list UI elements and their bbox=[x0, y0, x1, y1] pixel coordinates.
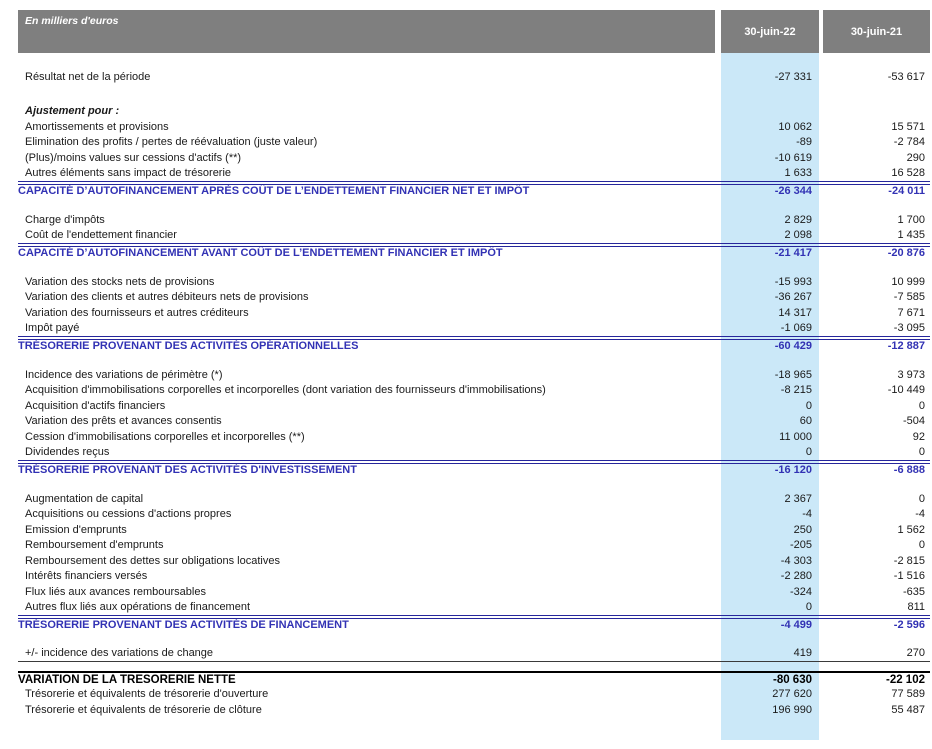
value-30-juin-22: -26 344 bbox=[774, 185, 812, 197]
row-label: Autres éléments sans impact de trésorerie bbox=[25, 167, 232, 180]
value-30-juin-21: 16 528 bbox=[891, 167, 925, 180]
value-30-juin-21: -2 596 bbox=[893, 619, 925, 631]
spacer-row bbox=[18, 631, 930, 646]
table-row bbox=[18, 166, 930, 182]
value-30-juin-21: 1 562 bbox=[897, 523, 925, 536]
value-30-juin-22: 1 633 bbox=[784, 167, 812, 180]
row-label: Variation des fournisseurs et autres créditeurs bbox=[25, 306, 249, 319]
table-row bbox=[18, 290, 930, 306]
row-label: CAPACITÉ D’AUTOFINANCEMENT APRÈS COÛT DE L’ENDETTEMENT FINANCIER NET ET IMPÔT bbox=[18, 185, 530, 197]
table-row bbox=[18, 491, 930, 507]
row-label: Ajustement pour : bbox=[25, 105, 120, 118]
value-30-juin-22: -27 331 bbox=[774, 70, 812, 83]
table-row bbox=[18, 553, 930, 569]
table-row bbox=[18, 150, 930, 166]
table-row bbox=[18, 569, 930, 585]
table-row bbox=[18, 522, 930, 538]
value-30-juin-21: 270 bbox=[906, 647, 925, 660]
value-30-juin-22: -10 619 bbox=[774, 151, 812, 164]
value-30-juin-21: 7 671 bbox=[897, 306, 925, 319]
row-label: Charge d'impôts bbox=[25, 213, 105, 226]
value-30-juin-22: -4 bbox=[802, 508, 812, 521]
value-30-juin-22: 2 098 bbox=[784, 229, 812, 242]
value-30-juin-22: -8 215 bbox=[780, 384, 812, 397]
table-row bbox=[18, 671, 930, 687]
row-label: Amortissements et provisions bbox=[25, 120, 169, 133]
value-30-juin-21: -12 887 bbox=[887, 340, 925, 352]
table-row bbox=[18, 702, 930, 718]
table-row bbox=[18, 445, 930, 461]
table-row bbox=[18, 181, 930, 197]
value-30-juin-21: -504 bbox=[902, 415, 925, 428]
spacer-row bbox=[18, 85, 930, 104]
value-30-juin-21: -4 bbox=[915, 508, 925, 521]
row-label: Remboursement d'emprunts bbox=[25, 539, 164, 552]
row-label: (Plus)/moins values sur cessions d'actifs (**) bbox=[25, 151, 242, 164]
value-30-juin-22: -21 417 bbox=[774, 247, 812, 259]
value-30-juin-22: 60 bbox=[799, 415, 812, 428]
value-30-juin-21: 15 571 bbox=[891, 120, 925, 133]
row-label: Trésorerie et équivalents de trésorerie de clôture bbox=[25, 703, 262, 716]
value-30-juin-21: -7 585 bbox=[893, 291, 925, 304]
value-30-juin-22: 250 bbox=[793, 523, 812, 536]
table-row bbox=[18, 383, 930, 399]
value-30-juin-22: -18 965 bbox=[774, 368, 812, 381]
table-row bbox=[18, 228, 930, 244]
spacer-row bbox=[18, 662, 930, 671]
value-30-juin-22: -205 bbox=[789, 539, 812, 552]
table-row bbox=[18, 687, 930, 703]
value-30-juin-22: -80 630 bbox=[772, 673, 812, 686]
table-row bbox=[18, 600, 930, 616]
value-30-juin-22: 2 829 bbox=[784, 213, 812, 226]
value-30-juin-22: -1 069 bbox=[780, 322, 812, 335]
row-label: Remboursement des dettes sur obligations locatives bbox=[25, 554, 280, 567]
value-30-juin-22: -4 303 bbox=[780, 554, 812, 567]
table-header bbox=[18, 10, 930, 53]
value-30-juin-22: -60 429 bbox=[774, 340, 812, 352]
value-30-juin-21: -2 815 bbox=[893, 554, 925, 567]
value-30-juin-21: 55 487 bbox=[891, 703, 925, 716]
table-row bbox=[18, 274, 930, 290]
table-row bbox=[18, 615, 930, 631]
row-label: Coût de l'endettement financier bbox=[25, 229, 177, 242]
value-30-juin-22: 2 367 bbox=[784, 492, 812, 505]
table-row bbox=[18, 212, 930, 228]
row-label: Elimination des profits / pertes de réévaluation (juste valeur) bbox=[25, 136, 318, 149]
value-30-juin-22: -4 499 bbox=[780, 619, 812, 631]
row-label: Variation des prêts et avances consentis bbox=[25, 415, 222, 428]
row-label: TRÉSORERIE PROVENANT DES ACTIVITÉS OPÉRATIONNELLES bbox=[18, 340, 359, 352]
table-body bbox=[18, 53, 930, 718]
row-label: +/- incidence des variations de change bbox=[25, 647, 214, 660]
table-row bbox=[18, 414, 930, 430]
value-30-juin-21: 290 bbox=[906, 151, 925, 164]
value-30-juin-22: 0 bbox=[805, 601, 812, 614]
value-30-juin-22: -2 280 bbox=[780, 570, 812, 583]
value-30-juin-22: -89 bbox=[796, 136, 812, 149]
value-30-juin-21: -2 784 bbox=[893, 136, 925, 149]
value-30-juin-21: -635 bbox=[902, 585, 925, 598]
value-30-juin-21: -20 876 bbox=[887, 247, 925, 259]
table-row bbox=[18, 398, 930, 414]
row-label: Augmentation de capital bbox=[25, 492, 144, 505]
row-label: Dividendes reçus bbox=[25, 446, 110, 459]
table-row bbox=[18, 460, 930, 476]
value-30-juin-21: 0 bbox=[918, 492, 925, 505]
value-30-juin-22: 14 317 bbox=[778, 306, 812, 319]
column-header-30-juin-21: 30-juin-21 bbox=[823, 10, 930, 53]
value-30-juin-22: 0 bbox=[805, 399, 812, 412]
row-label: VARIATION DE LA TRESORERIE NETTE bbox=[18, 673, 236, 686]
value-30-juin-21: -24 011 bbox=[888, 185, 925, 197]
value-30-juin-21: -6 888 bbox=[893, 464, 925, 476]
value-30-juin-21: 77 589 bbox=[891, 688, 925, 701]
spacer-row bbox=[18, 53, 930, 69]
table-row bbox=[18, 507, 930, 523]
table-row bbox=[18, 336, 930, 352]
value-30-juin-21: 3 973 bbox=[897, 368, 925, 381]
table-row bbox=[18, 119, 930, 135]
value-30-juin-22: -324 bbox=[789, 585, 812, 598]
value-30-juin-21: -10 449 bbox=[887, 384, 925, 397]
row-label: Résultat net de la période bbox=[25, 70, 151, 83]
row-label: Flux liés aux avances remboursables bbox=[25, 585, 206, 598]
table-row bbox=[18, 69, 930, 85]
value-30-juin-21: 1 435 bbox=[897, 229, 925, 242]
row-label: TRÉSORERIE PROVENANT DES ACTIVITÉS D'INVESTISSEMENT bbox=[18, 464, 357, 476]
spacer-row bbox=[18, 352, 930, 367]
row-label: Incidence des variations de périmètre (*) bbox=[25, 368, 223, 381]
row-label: Impôt payé bbox=[25, 322, 80, 335]
value-30-juin-22: -36 267 bbox=[774, 291, 812, 304]
table-row bbox=[18, 321, 930, 337]
value-30-juin-21: 10 999 bbox=[891, 275, 925, 288]
row-label: Acquisitions ou cessions d'actions propres bbox=[25, 508, 232, 521]
value-30-juin-22: 196 990 bbox=[772, 703, 812, 716]
spacer-row bbox=[18, 476, 930, 491]
value-30-juin-22: 10 062 bbox=[778, 120, 812, 133]
row-label: CAPACITÉ D’AUTOFINANCEMENT AVANT COÛT DE L’ENDETTEMENT FINANCIER ET IMPÔT bbox=[18, 247, 503, 259]
value-30-juin-21: -1 516 bbox=[893, 570, 925, 583]
value-30-juin-21: 0 bbox=[918, 399, 925, 412]
table-row bbox=[18, 305, 930, 321]
row-label: Variation des clients et autres débiteurs nets de provisions bbox=[25, 291, 309, 304]
value-30-juin-21: 0 bbox=[918, 446, 925, 459]
units-label: En milliers d'euros bbox=[18, 10, 715, 53]
row-label: Variation des stocks nets de provisions bbox=[25, 275, 215, 288]
table-row bbox=[18, 367, 930, 383]
row-label: TRÉSORERIE PROVENANT DES ACTIVITÉS DE FINANCEMENT bbox=[18, 619, 349, 631]
table-row bbox=[18, 104, 930, 120]
value-30-juin-22: 277 620 bbox=[772, 688, 812, 701]
value-30-juin-21: -3 095 bbox=[893, 322, 925, 335]
row-label: Acquisition d'actifs financiers bbox=[25, 399, 166, 412]
table-row bbox=[18, 646, 930, 662]
value-30-juin-22: 419 bbox=[793, 647, 812, 660]
value-30-juin-22: -15 993 bbox=[774, 275, 812, 288]
table-row bbox=[18, 243, 930, 259]
row-label: Cession d'immobilisations corporelles et incorporelles (**) bbox=[25, 430, 305, 443]
value-30-juin-22: 0 bbox=[805, 446, 812, 459]
row-label: Emission d'emprunts bbox=[25, 523, 127, 536]
column-header-30-juin-22: 30-juin-22 bbox=[721, 10, 819, 53]
table-row bbox=[18, 584, 930, 600]
row-label: Autres flux liés aux opérations de financement bbox=[25, 601, 251, 614]
table-row bbox=[18, 538, 930, 554]
table-row bbox=[18, 135, 930, 151]
value-30-juin-21: 811 bbox=[907, 601, 925, 614]
value-30-juin-21: -53 617 bbox=[887, 70, 925, 83]
row-label: Acquisition d'immobilisations corporelles et incorporelles (dont variation des fournisseurs d'immobilisations) bbox=[25, 384, 546, 397]
row-label: Trésorerie et équivalents de trésorerie d'ouverture bbox=[25, 688, 269, 701]
value-30-juin-21: 92 bbox=[912, 430, 925, 443]
row-label: Intérêts financiers versés bbox=[25, 570, 148, 583]
spacer-row bbox=[18, 197, 930, 212]
value-30-juin-21: -22 102 bbox=[885, 673, 925, 686]
spacer-row bbox=[18, 259, 930, 274]
value-30-juin-21: 0 bbox=[918, 539, 925, 552]
table-row bbox=[18, 429, 930, 445]
value-30-juin-21: 1 700 bbox=[897, 213, 925, 226]
value-30-juin-22: 11 000 bbox=[779, 430, 812, 443]
value-30-juin-22: -16 120 bbox=[774, 464, 812, 476]
